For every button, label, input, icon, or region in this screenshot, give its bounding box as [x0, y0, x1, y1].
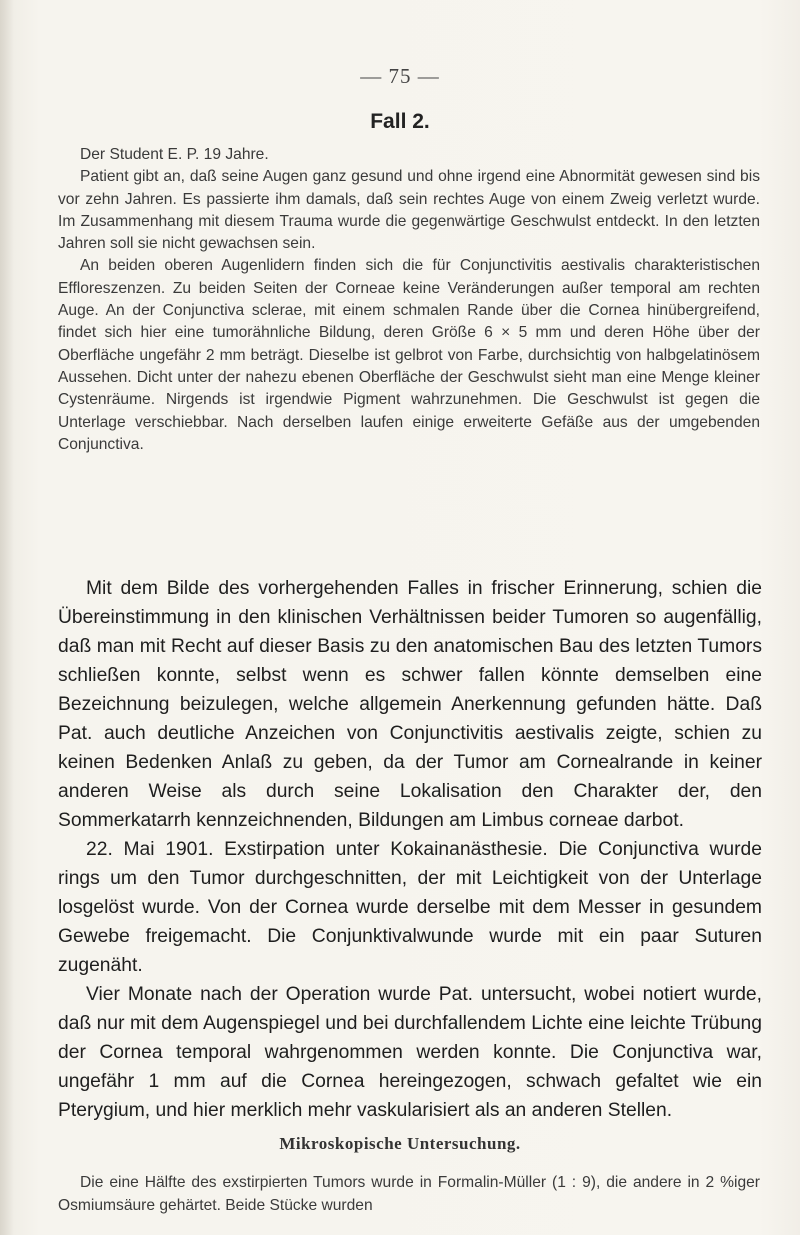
history-paragraph: Patient gibt an, daß seine Augen ganz gesund und ohne irgend eine Abnormität gewesen sind bis vor zehn Jahren. Es passierte ihm damals, daß sein rechtes Auge von einem Zweig verletzt wurde. Im Zusammenhang mit diesem Trauma wurde die gegenwärtige Geschwulst entdeckt. In den letzten Jahren soll sie nicht gewachsen sein. — [58, 168, 760, 253]
binding-shadow — [0, 0, 14, 1235]
discussion-block — [58, 574, 762, 1125]
microscopy-block — [58, 1172, 760, 1217]
page-number: — 75 — — [360, 64, 440, 88]
operation-paragraph: 22. Mai 1901. Exstirpation unter Kokainanästhesie. Die Conjunctiva wurde rings um den Tumor durchgeschnitten, der mit Leichtigkeit von der Unterlage losgelöst wurde. Von der Cornea wurde derselbe mit dem Messer in gesundem Gewebe freigemacht. Die Conjunktivalwunde wurde mit ein paar Suturen zugenäht. — [58, 839, 762, 976]
followup-paragraph: Vier Monate nach der Operation wurde Pat. untersucht, wobei notiert wurde, daß nur mit dem Augenspiegel und bei durchfallendem Lichte eine leichte Trübung der Cornea temporal wahrgenommen werden konnte. Die Conjunctiva war, ungefähr 1 mm auf die Cornea hereingezogen, schwach gefaltet wie ein Pterygium, und hier merklich mehr vaskularisiert als an anderen Stellen. — [58, 984, 762, 1121]
findings-paragraph: An beiden oberen Augenlidern finden sich die für Conjunctivitis aestivalis charakteristischen Effloreszenzen. Zu beiden Seiten der Corneae keine Veränderungen außer temporal am rechten Auge. An der Conjunctiva sclerae, mit einem schmalen Rande über die Cornea hinübergreifend, findet sich hier eine tumorähnliche Bildung, deren Größe 6 × 5 mm und deren Höhe über der Oberfläche ungefähr 2 mm beträgt. Dieselbe ist gelbrot von Farbe, durchsichtig von halbgelatinösem Aussehen. Dicht unter der nahezu ebenen Oberfläche der Geschwulst sieht man eine Menge kleiner Cystenräume. Nirgends ist irgendwie Pigment wahrzunehmen. Die Geschwulst ist gegen die Unterlage verschiebbar. Nach derselben laufen einige erweiterte Gefäße aus der umgebenden Conjunctiva. — [58, 257, 760, 453]
microscopy-paragraph: Die eine Hälfte des exstirpierten Tumors wurde in Formalin-Müller (1 : 9), die andere in 2 %iger Osmiumsäure gehärtet. Beide Stücke wurden — [58, 1174, 760, 1214]
discussion-paragraph-1: Mit dem Bilde des vorhergehenden Falles in frischer Erinnerung, schien die Übereinstimmung in den klinischen Verhältnissen beider Tumoren so augenfällig, daß man mit Recht auf dieser Basis zu den anatomischen Bau des letzten Tumors schließen konnte, selbst wenn es schwer fallen könnte demselben eine Bezeichnung beizulegen, welche allgemein Anerkennung gefunden hätte. Daß Pat. auch deutliche Anzeichen von Conjunctivitis aestivalis zeigte, schien zu keinen Bedenken Anlaß zu geben, da der Tumor am Cornealrande in keiner anderen Weise als durch seine Lokalisation den Charakter der, den Sommerkatarrh kennzeichnenden, Bildungen am Limbus corneae darbot. — [58, 578, 762, 831]
patient-line: Der Student E. P. 19 Jahre. — [80, 146, 269, 163]
case-report-block — [58, 144, 760, 456]
section-heading: Mikroskopische Untersuchung. — [279, 1134, 521, 1153]
case-heading: Fall 2. — [370, 110, 430, 133]
